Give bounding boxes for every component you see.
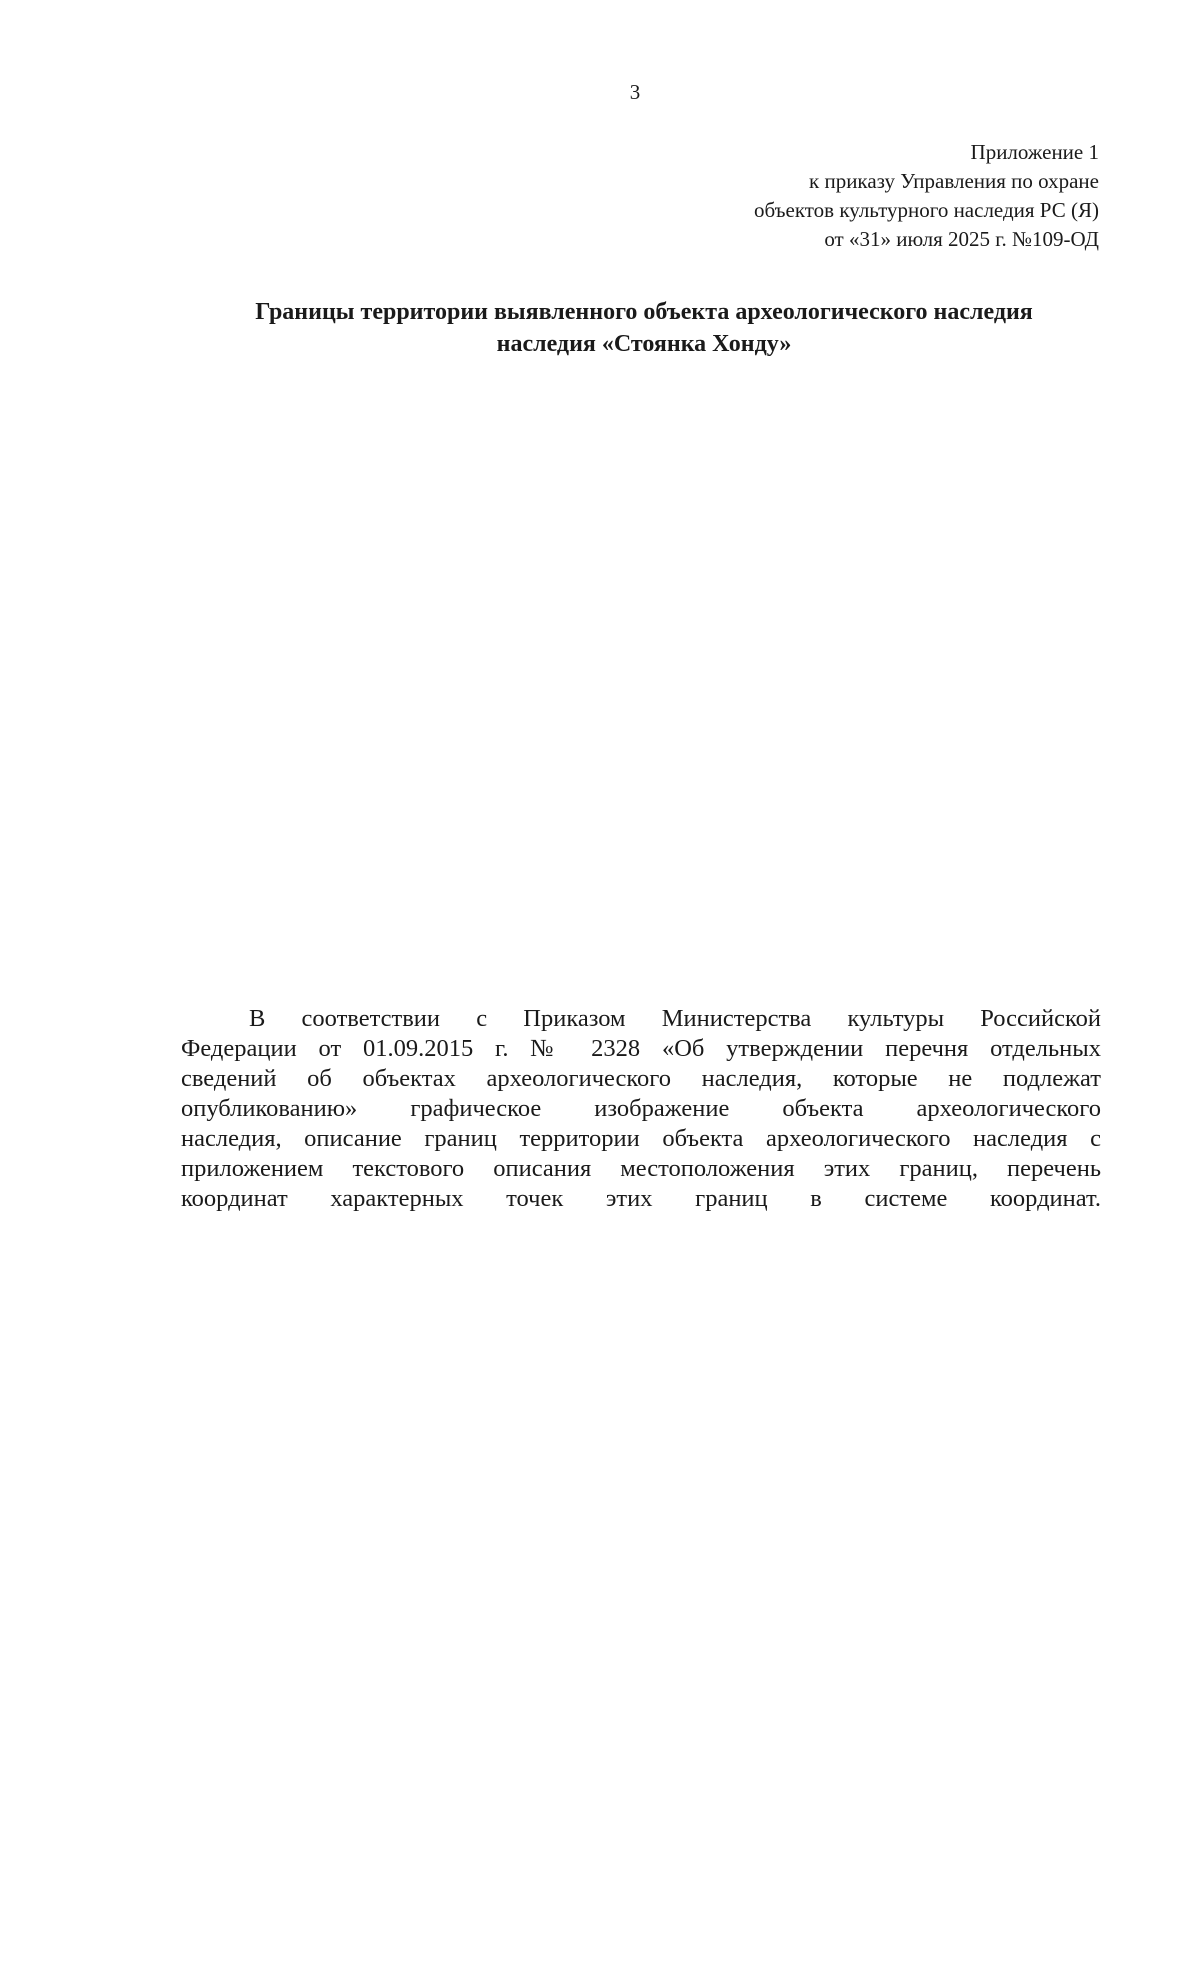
appendix-header — [754, 138, 1099, 254]
title-line-1: Границы территории выявленного объекта археологического наследия — [255, 299, 1033, 325]
body-line: В соответствии с Приказом Министерства культуры Российской — [249, 1005, 1101, 1032]
title-line-2: наследия «Стоянка Хонду» — [496, 331, 792, 357]
body-line: сведений об объектах археологического наследия, которые не подлежат — [181, 1065, 1101, 1092]
appendix-line-2: к приказу Управления по охране — [809, 169, 1099, 193]
appendix-line-3: объектов культурного наследия РС (Я) — [754, 198, 1099, 222]
document-title — [160, 296, 1128, 360]
page-number: 3 — [629, 80, 641, 104]
appendix-line-4: от «31» июля 2025 г. №109-ОД — [824, 227, 1099, 251]
body-line: наследия, описание границ территории объекта археологического наследия с — [181, 1125, 1101, 1152]
body-line: координат характерных точек этих границ в системе координат. — [181, 1185, 1101, 1212]
body-line: Федерации от 01.09.2015 г. № 2328 «Об утверждении перечня отдельных — [181, 1035, 1101, 1062]
body-paragraph — [181, 1004, 1101, 1214]
body-line: приложением текстового описания местоположения этих границ, перечень — [181, 1155, 1101, 1182]
appendix-line-1: Приложение 1 — [970, 140, 1099, 164]
body-line: опубликованию» графическое изображение объекта археологического — [181, 1095, 1101, 1122]
